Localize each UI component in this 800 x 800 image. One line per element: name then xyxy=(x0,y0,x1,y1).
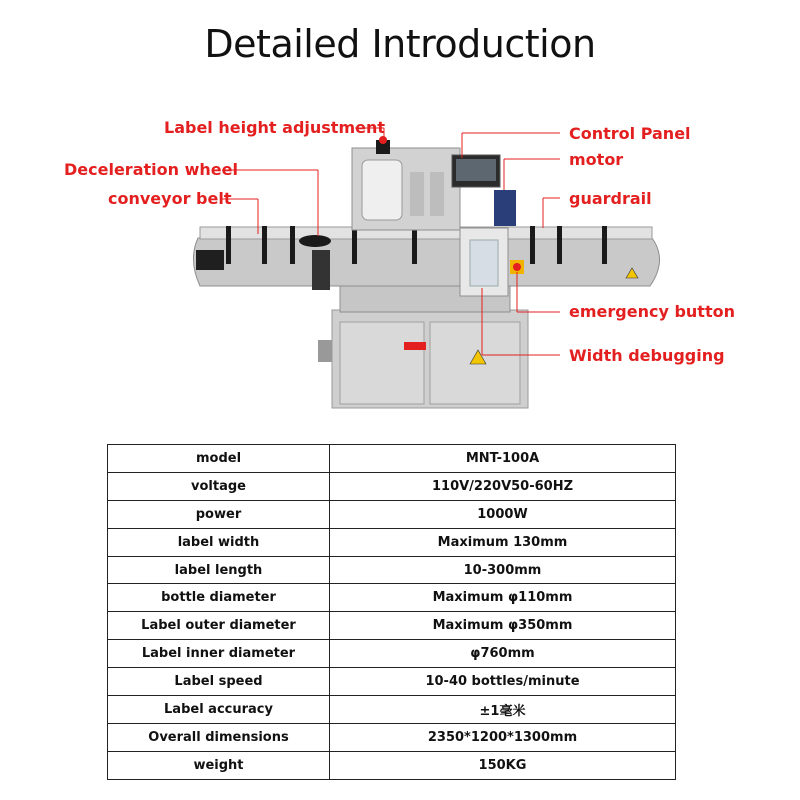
spec-row xyxy=(108,696,676,724)
spec-key: power xyxy=(108,500,330,528)
spec-value: φ760mm xyxy=(330,640,676,668)
spec-value: MNT-100A xyxy=(330,445,676,473)
spec-key: bottle diameter xyxy=(108,584,330,612)
spec-key: Label inner diameter xyxy=(108,640,330,668)
callout-control-panel: Control Panel xyxy=(569,124,691,143)
spec-key: Label outer diameter xyxy=(108,612,330,640)
spec-key: model xyxy=(108,445,330,473)
spec-value: 150KG xyxy=(330,751,676,779)
spec-key: Label accuracy xyxy=(108,696,330,724)
spec-row xyxy=(108,612,676,640)
spec-value: 10-40 bottles/minute xyxy=(330,668,676,696)
page-title: Detailed Introduction xyxy=(204,22,596,66)
spec-key: label length xyxy=(108,556,330,584)
specifications-table xyxy=(107,444,676,780)
spec-key: Label speed xyxy=(108,668,330,696)
spec-value: Maximum 130mm xyxy=(330,528,676,556)
spec-value: 110V/220V50-60HZ xyxy=(330,472,676,500)
spec-row xyxy=(108,640,676,668)
spec-row xyxy=(108,500,676,528)
spec-row xyxy=(108,556,676,584)
callout-width-debugging: Width debugging xyxy=(569,346,725,365)
spec-key: label width xyxy=(108,528,330,556)
spec-value: 1000W xyxy=(330,500,676,528)
spec-row xyxy=(108,723,676,751)
spec-value: 10-300mm xyxy=(330,556,676,584)
spec-row xyxy=(108,528,676,556)
spec-row xyxy=(108,751,676,779)
spec-key: Overall dimensions xyxy=(108,723,330,751)
callout-deceleration-wheel: Deceleration wheel xyxy=(64,160,238,179)
labeling-machine-illustration xyxy=(0,110,800,420)
spec-value: Maximum φ110mm xyxy=(330,584,676,612)
machine-photo xyxy=(0,110,800,420)
callout-emergency-button: emergency button xyxy=(569,302,735,321)
spec-row xyxy=(108,472,676,500)
callout-guardrail: guardrail xyxy=(569,189,652,208)
spec-value: ±1毫米 xyxy=(330,696,676,724)
callout-conveyor-belt: conveyor belt xyxy=(108,189,232,208)
spec-row xyxy=(108,445,676,473)
spec-value: 2350*1200*1300mm xyxy=(330,723,676,751)
spec-row xyxy=(108,668,676,696)
spec-value: Maximum φ350mm xyxy=(330,612,676,640)
spec-row xyxy=(108,584,676,612)
spec-key: voltage xyxy=(108,472,330,500)
callout-motor: motor xyxy=(569,150,624,169)
specifications-table-body xyxy=(108,445,676,780)
spec-key: weight xyxy=(108,751,330,779)
callout-label-height-adjustment: Label height adjustment xyxy=(164,118,385,137)
